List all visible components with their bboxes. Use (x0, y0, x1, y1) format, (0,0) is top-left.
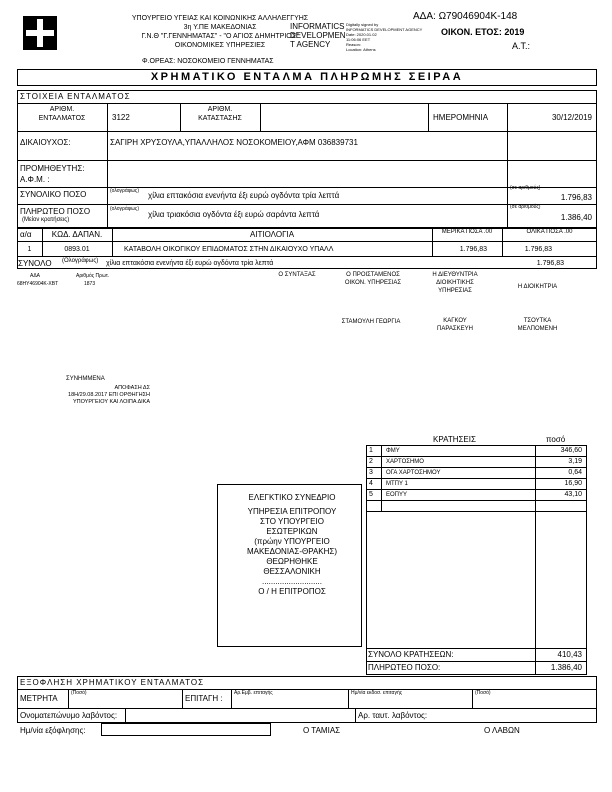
signature-stamp-details: Digitally signed by INFORMATICS DEVELOPMENT AGENCY Date: 2020.01.02 11:06:06 EET Reason: Location: Athens (346, 22, 423, 52)
table-row-reason: ΚΑΤΑΒΟΛΗ ΟΙΚΟΓΙΚΟΥ ΕΠΙΔΟΜΑΤΟΣ ΣΤΗΝ ΔΙΚΑΙΟΥΧΟ ΥΠΑΛΛ (124, 246, 334, 253)
total-in-words-tag: (ολογράφως) (110, 188, 140, 194)
attachments-lines: ΑΠΟΦΑΣΗ ΔΣ 18Η/29.08.2017 ΕΠΙ ΟΡΘΗΓΗΣΗ ΥΠΟΥΡΓΕΙΟΥ ΚΑΙ ΛΟΙΠΑ ΔΙΚΑ (68, 385, 150, 405)
ada-ref-label: ΑΔΑ (30, 273, 41, 279)
table-row-code: 0893.01 (64, 246, 90, 253)
cash-small-label: (Ποσό) (71, 690, 87, 696)
deduction-amount-3: 0,64 (568, 469, 582, 476)
deduction-name-3: ΟΓΑ ΧΑΡΤΟΣΗΜΟΥ (386, 470, 441, 476)
cash-label: ΜΕΤΡΗΤΑ (20, 694, 58, 703)
total-in-numbers-tag: (σε αριθμούς) (510, 185, 541, 191)
deduction-amount-5: 43,10 (564, 491, 582, 498)
deduction-n-3: 3 (369, 469, 373, 476)
deduction-n-2: 2 (369, 458, 373, 465)
administrator-name: ΤΣΟΥΤΚΑ ΜΕΛΠΟΜΕΝΗ (517, 318, 558, 332)
audit-stamp-text: ΕΛΕΓΚΤΙΚΟ ΣΥΝΕΔΡΙΟ ΥΠΗΡΕΣΙΑ ΕΠΙΤΡΟΠΟΥ ΣΤΟ ΥΠΟΥΡΓΕΙΟ ΕΣΩΤΕΡΙΚΩΝ (πρώην ΥΠΟΥΡΓΕΙΟ ΜΑΚΕΔΟΝΙΑΣ-ΘΡΑΚΗΣ) ΘΕΩΡΗΘΗΚΕ ΘΕΣΣΑΛΟΝΙΚΗ ........................... Ο / Η ΕΠΙΤΡΟΠΟΣ (246, 493, 338, 596)
deduction-name-4: ΜΤΠΥ 1 (386, 481, 408, 487)
deductions-total-amount: 410,43 (557, 650, 582, 659)
receiver-label: Ο ΛΑΒΩΝ (484, 726, 520, 735)
ministry-line-3: Γ.Ν.Θ "Γ.ΓΕΝΝΗΜΑΤΑΣ" - "Ο ΑΓΙΟΣ ΔΗΜΗΤΡΙΟΣ" (141, 33, 299, 40)
body-label: Φ.ΟΡΕΑΣ: ΝΟΣΟΚΟΜΕΙΟ ΓΕΝΝΗΜΑΤΑΣ (142, 58, 274, 65)
role-administrator: Η ΔΙΟΙΚΗΤΡΙΑ (517, 284, 558, 290)
sum-in-words: χίλια επτακόσια ενενήντα έξι ευρώ ογδόντα τρία λεπτά (106, 260, 274, 267)
cashier-label: Ο ΤΑΜΙΑΣ (303, 726, 341, 735)
ministry-line-2: 3η Υ.ΠΕ ΜΑΚΕΔΟΝΙΑΣ (183, 24, 257, 31)
afm-label: Α.Φ.Μ. : (20, 175, 50, 184)
sum-words-tag: (Ολογράφως) (62, 258, 99, 264)
sum-amount: 1.796,83 (536, 260, 564, 267)
role-admin-director: Η ΔΙΕΥΘΥΝΤΡΙΑ ΔΙΟΙΚΗΤΙΚΗΣ ΥΠΗΡΕΣΙΑΣ (432, 272, 478, 294)
deductions-header-amount: ποσό (546, 435, 566, 444)
ministry-line-4: ΟΙΚΟΝΟΜΙΚΕΣ ΥΠΗΡΕΣΙΕΣ (174, 42, 266, 49)
admin-director-name: ΚΑΓΚΟΥ ΠΑΡΑΣΚΕΥΗ (437, 318, 473, 332)
cheque-label: ΕΠΙΤΑΓΗ : (185, 694, 223, 703)
fiscal-year: ΟΙΚΟΝ. ΕΤΟΣ: 2019 (441, 27, 525, 37)
order-date: 30/12/2019 (551, 113, 592, 122)
payment-date-label: Ημ/νία εξόφλησης: (20, 726, 86, 735)
deduction-name-1: ΦΜΥ (386, 448, 400, 454)
protocol-value: 1873 (84, 281, 96, 287)
deductions-payable-amount: 1.386,40 (550, 663, 582, 672)
role-finance-head: Ο ΠΡΟΙΣΤΑΜΕΝΟΣ ΟΙΚΟΝ. ΥΠΗΡΕΣΙΑΣ (344, 272, 402, 286)
deduction-name-5: ΕΟΠΥΥ (386, 492, 408, 498)
deduction-n-4: 4 (369, 480, 373, 487)
settlement-title: ΕΞΟΦΛΗΣΗ ΧΡΗΜΑΤΙΚΟΥ ΕΝΤΑΛΜΑΤΟΣ (20, 678, 205, 687)
payable-in-numbers-tag: (σε αριθμούς) (510, 204, 541, 210)
page-title: ΧΡΗΜΑΤΙΚΟ ΕΝΤΑΛΜΑ ΠΛΗΡΩΜΗΣ ΣΕΙΡΑΑ (150, 71, 464, 83)
col-total: ΟΛΙΚΑ ΠΟΣΑ .00 (526, 229, 573, 235)
at-label: Α.Τ.: (512, 41, 531, 51)
col-aa: α/α (20, 230, 32, 239)
payment-date-field[interactable] (101, 723, 271, 736)
total-in-words: χίλια επτακόσια ενενήντα έξι ευρώ ογδόντα τρία λεπτά (148, 191, 340, 200)
beneficiary-label: ΔΙΚΑΙΟΥΧΟΣ: (20, 138, 71, 147)
attachments-label: ΣΥΝΗΜΜΕΝΑ (66, 376, 105, 382)
order-section-label: ΣΤΟΙΧΕΙΑ ΕΝΤΑΛΜΑΤΟΣ (20, 92, 131, 101)
cheque-amount-label: (Ποσό) (475, 690, 491, 696)
date-label: ΗΜΕΡΟΜΗΝΙΑ (433, 113, 489, 122)
deduction-n-1: 1 (369, 447, 373, 454)
payable-in-words: χίλια τριακόσια ογδόντα έξι ευρώ σαράντα λεπτά (148, 210, 320, 219)
total-amount-label: ΣΥΝΟΛΙΚΟ ΠΟΣΟ (20, 190, 87, 199)
deduction-amount-1: 346,60 (560, 447, 582, 454)
deduction-amount-2: 3,19 (568, 458, 582, 465)
cheque-number-label: Αρ.Εμβ. επιταγής (234, 690, 273, 696)
sum-label: ΣΥΝΟΛΟ (18, 259, 52, 268)
payable-in-words-tag: (ολογράφως) (110, 206, 140, 212)
order-number-label: ΑΡΙΘΜ. ΕΝΤΑΛΜΑΤΟΣ (38, 106, 86, 122)
deduction-n-5: 5 (369, 491, 373, 498)
deductions-header-label: ΚΡΑΤΗΣΕΙΣ (433, 435, 476, 444)
cheque-date-label: Ημ/νία εκδοσ. επιταγής (351, 690, 403, 696)
signature-stamp-line-2: DEVELOPMEN (290, 31, 346, 40)
deductions-payable-label: ΠΛΗΡΩΤΕΟ ΠΟΣΟ: (368, 663, 441, 672)
ministry-logo (23, 16, 57, 50)
table-row-aa: 1 (27, 246, 32, 253)
total-amount: 1.796,83 (560, 193, 592, 202)
protocol-label: Αριθμός Πρωτ. (76, 273, 110, 279)
order-number: 3122 (112, 113, 130, 122)
recipient-id-label: Αρ. ταυτ. λαβόντος: (358, 711, 428, 720)
col-reason: ΑΙΤΙΟΛΟΓΙΑ (249, 230, 295, 239)
composer-name: ΣΤΑΜΟΥΛΗ ΓΕΩΡΓΙΑ (341, 319, 401, 325)
beneficiary-value: ΣΑΓΙΡΗ ΧΡΥΣΟΥΛΑ,ΥΠΑΛΛΗΛΟΣ ΝΟΣΟΚΟΜΕΙΟΥ,ΑΦΜ 036839731 (110, 138, 358, 147)
deduction-amount-4: 16,90 (564, 480, 582, 487)
payable-sub-label: (Μείον κρατήσεις) (22, 217, 70, 223)
deductions-total-label: ΣΥΝΟΛΟ ΚΡΑΤΗΣΕΩΝ: (368, 650, 454, 659)
deduction-name-2: ΧΑΡΤΟΣΗΜΟ (386, 459, 424, 465)
col-partial: ΜΕΡΙΚΑ ΠΟΣΑ .00 (441, 229, 493, 235)
col-code: ΚΩΔ. ΔΑΠΑΝ. (51, 230, 103, 239)
recipient-name-label: Ονοματεπώνυμο λαβόντος: (20, 711, 118, 720)
ministry-line-1: ΥΠΟΥΡΓΕΙΟ ΥΓΕΙΑΣ ΚΑΙ ΚΟΙΝΩΝΙΚΗΣ ΑΛΛΗΛΕΓΓΥΗΣ (131, 15, 309, 22)
ada-code: ΑΔΑ: Ω79046904Κ-148 (413, 11, 518, 22)
table-row-partial: 1.796,83 (459, 246, 487, 253)
role-composer: Ο ΣΥΝΤΑΞΑΣ (278, 272, 316, 278)
ada-ref-value: 68ΗΥ46904Κ-ΧΒΤ (17, 281, 59, 287)
payable-amount: 1.386,40 (560, 213, 592, 222)
payable-amount-label: ΠΛΗΡΩΤΕΟ ΠΟΣΟ (20, 207, 91, 216)
signature-stamp-line-1: INFORMATICS (290, 22, 345, 31)
supplier-label: ΠΡΟΜΗΘΕΥΤΗΣ: (20, 164, 85, 173)
table-row-total: 1.796,83 (524, 246, 552, 253)
state-number-label: ΑΡΙΘΜ. ΚΑΤΑΣΤΑΣΗΣ (198, 106, 242, 122)
signature-stamp-line-3: T AGENCY (290, 40, 331, 49)
